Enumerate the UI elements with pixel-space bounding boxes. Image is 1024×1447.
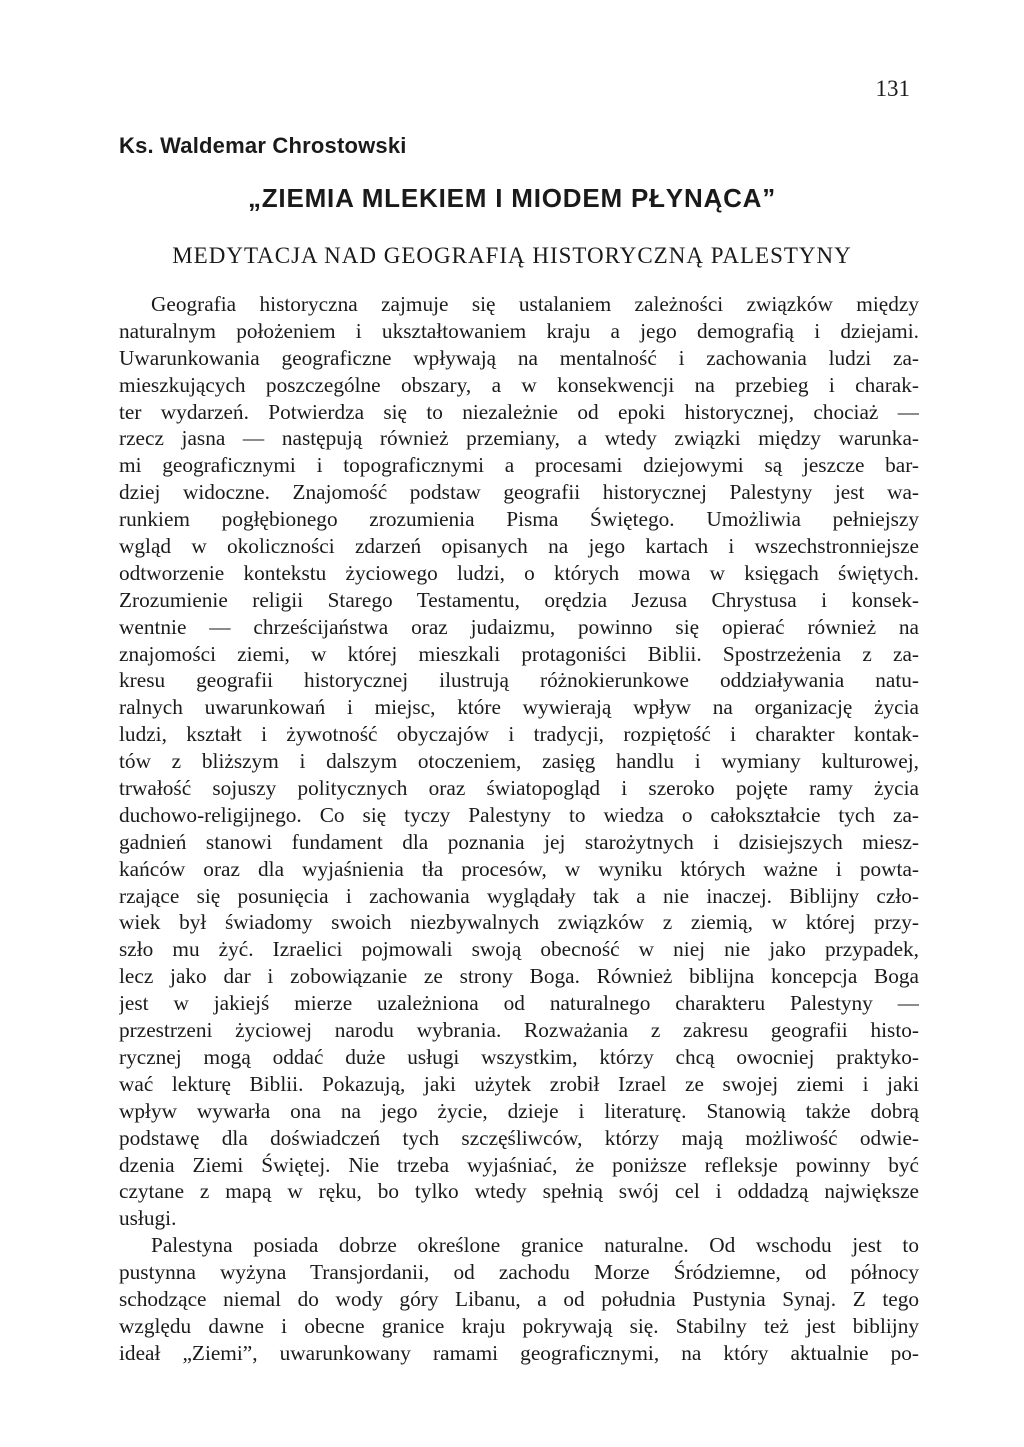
text-line: rzające się posunięcia i zachowania wyglądały tak a nie inaczej. Biblijny czło- [119,883,919,908]
text-line: usługi. [119,1206,177,1231]
text-line: duchowo-religijnego. Co się tyczy Palestyny to wiedza o całokształcie tych za- [119,802,919,827]
text-line: wgląd w okoliczności zdarzeń opisanych na jego kartach i wszechstronniejsze [119,534,919,559]
text-line: kresu geografii historycznej ilustrują różnokierunkowe oddziaływania natu- [119,668,919,693]
text-line: wentnie — chrześcijaństwa oraz judaizmu, powinno się opierać również na [119,614,919,639]
text-line: dzenia Ziemi Świętej. Nie trzeba wyjaśniać, że poniższe refleksje powinny być [119,1152,919,1177]
text-line: odtworzenie kontekstu życiowego ludzi, o których mowa w księgach świętych. [119,560,919,585]
text-line: znajomości ziemi, w której mieszkali protagoniści Biblii. Spostrzeżenia z za- [119,641,919,666]
text-line: Uwarunkowania geograficzne wpływają na mentalność i zachowania ludzi za- [119,345,919,370]
text-line: ralnych uwarunkowań i miejsc, które wywierają wpływ na organizację życia [119,695,919,720]
text-line: podstawę dla doświadczeń tych szczęśliwców, którzy mają możliwość odwie- [119,1125,919,1150]
text-line: gadnień stanowi fundament dla poznania jej starożytnych i dzisiejszych miesz- [119,829,919,854]
text-line: dziej widoczne. Znajomość podstaw geografii historycznej Palestyny jest wa- [119,480,919,505]
text-line: Zrozumienie religii Starego Testamentu, orędzia Jezusa Chrystusa i konsek- [119,587,919,612]
article-title: „ZIEMIA MLEKIEM I MIODEM PŁYNĄCA” [247,183,777,213]
text-line: runkiem pogłębionego zrozumienia Pisma Świętego. Umożliwia pełniejszy [119,507,919,532]
text-line: rycznej mogą oddać duże usługi wszystkim, którzy chcą owocniej praktyko- [119,1044,919,1069]
text-line: trwałość sojuszy politycznych oraz światopogląd i szeroko pojęte ramy życia [119,776,919,801]
paragraph-1 [119,291,919,1232]
text-line: szło mu żyć. Izraelici pojmowali swoją obecność w niej nie jako przypadek, [119,937,919,962]
page-number: 131 [875,76,910,101]
article-body [119,291,919,1367]
text-line: czytane z mapą w ręku, bo tylko wtedy spełnią swój cel i oddadzą największe [119,1179,919,1204]
text-line: przestrzeni życiowej narodu wybrania. Rozważania z zakresu geografii histo- [119,1018,919,1043]
text-line: wiek był świadomy swoich niezbywalnych związków z ziemią, w której przy- [119,910,919,935]
text-line: lecz jako dar i zobowiązanie ze strony Boga. Również biblijna koncepcja Boga [119,964,919,989]
text-line: Palestyna posiada dobrze określone granice naturalne. Od wschodu jest to [151,1233,919,1258]
text-line: ludzi, kształt i żywotność obyczajów i tradycji, rozpiętość i charakter kontak- [119,722,919,747]
text-line: tów z bliższym i dalszym otoczeniem, zasięg handlu i wymiany kulturowej, [119,749,919,774]
text-line: pustynna wyżyna Transjordanii, od zachodu Morze Śródziemne, od północy [119,1260,919,1285]
text-line: wpływ wywarła ona na jego życie, dzieje i literaturę. Stanowią także dobrą [119,1098,919,1123]
article-subtitle: MEDYTACJA NAD GEOGRAFIĄ HISTORYCZNĄ PALESTYNY [172,243,852,268]
text-line: naturalnym położeniem i ukształtowaniem kraju a jego demografią i dziejami. [119,318,919,343]
text-line: schodzące niemal do wody góry Libanu, a od południa Pustynia Synaj. Z tego [119,1286,919,1311]
text-line: względu dawne i obecne granice kraju pokrywają się. Stabilny też jest biblijny [119,1313,919,1338]
text-line: mi geograficznymi i topograficznymi a procesami dziejowymi są jeszcze bar- [119,453,919,478]
text-line: mieszkujących poszczególne obszary, a w konsekwencji na przebieg i charak- [119,372,919,397]
text-line: ter wydarzeń. Potwierdza się to niezależnie od epoki historycznej, chociaż — [119,399,919,424]
text-line: wać lekturę Biblii. Pokazują, jaki użytek zrobił Izrael ze swojej ziemi i jaki [119,1071,919,1096]
author-name: Ks. Waldemar Chrostowski [119,133,407,158]
text-line: kańców oraz dla wyjaśnienia tła procesów, w wyniku których ważne i powta- [119,856,919,881]
text-line: rzecz jasna — następują również przemiany, a wtedy związki między warunka- [119,426,919,451]
paragraph-2 [119,1232,919,1366]
text-line: Geografia historyczna zajmuje się ustalaniem zależności związków między [151,292,919,316]
text-line: ideał „Ziemi”, uwarunkowany ramami geograficznymi, na który aktualnie po- [119,1340,919,1365]
text-line: jest w jakiejś mierze uzależniona od naturalnego charakteru Palestyny — [119,991,919,1016]
